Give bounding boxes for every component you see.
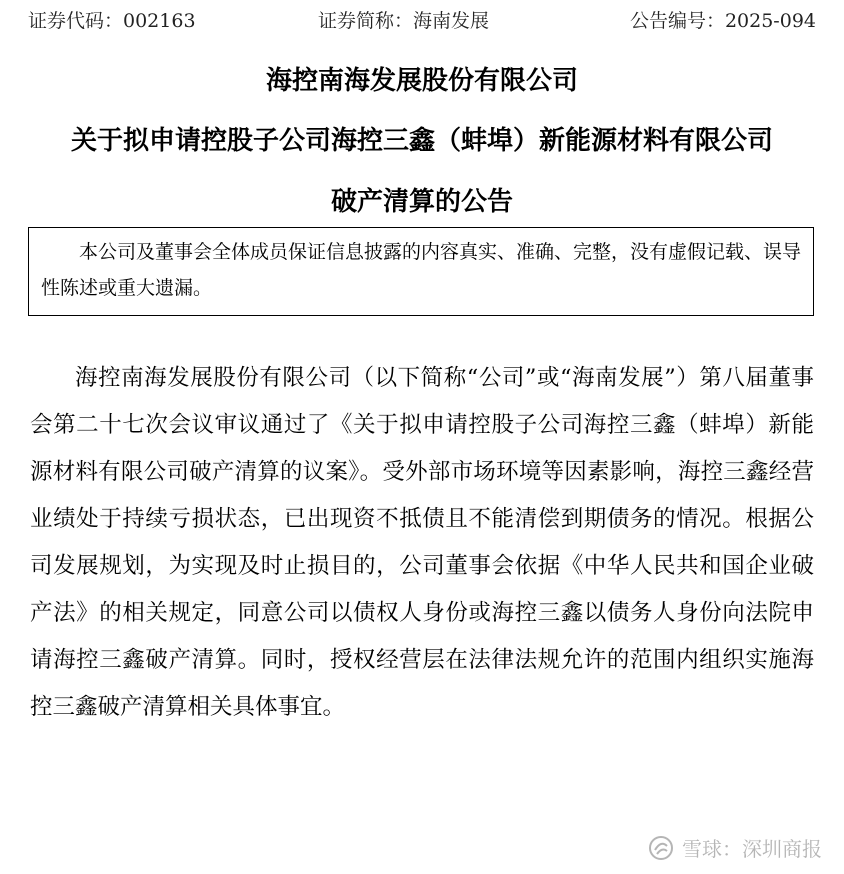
watermark-text: 雪球：深圳商报	[682, 837, 822, 861]
announcement-number: 公告编号：2025-094	[629, 10, 816, 32]
announcement-title-line-2: 破产清算的公告	[330, 187, 513, 217]
watermark	[648, 833, 822, 862]
security-code: 证券代码：002163	[28, 10, 196, 32]
document-header	[28, 8, 816, 34]
security-name: 证券简称：海南发展	[318, 10, 490, 32]
snowball-logo-icon	[648, 835, 674, 861]
disclosure-statement-box: 本公司及董事会全体成员保证信息披露的内容真实、准确、完整，没有虚假记载、误导性陈述或重大遗漏。	[28, 227, 814, 316]
announcement-title-line: 关于拟申请控股子公司海控三鑫（蚌埠）新能源材料有限公司	[70, 126, 773, 156]
company-title: 海控南海发展股份有限公司	[265, 66, 578, 96]
announcement-body: 海控南海发展股份有限公司（以下简称“公司”或“海南发展”）第八届董事会第二十七次会议审议通过了《关于拟申请控股子公司海控三鑫（蚌埠）新能源材料有限公司破产清算的议案》。受外部市场环境等因素影响，海控三鑫经营业绩处于持续亏损状态，已出现资不抵债且不能清偿到期债务的情况。根据公司发展规划，为实现及时止损目的，公司董事会依据《中华人民共和国企业破产法》的相关规定，同意公司以债权人身份或海控三鑫以债务人身份向法院申请海控三鑫破产清算。同时，授权经营层在法律法规允许的范围内组织实施海控三鑫破产清算相关具体事宜。	[30, 365, 814, 720]
